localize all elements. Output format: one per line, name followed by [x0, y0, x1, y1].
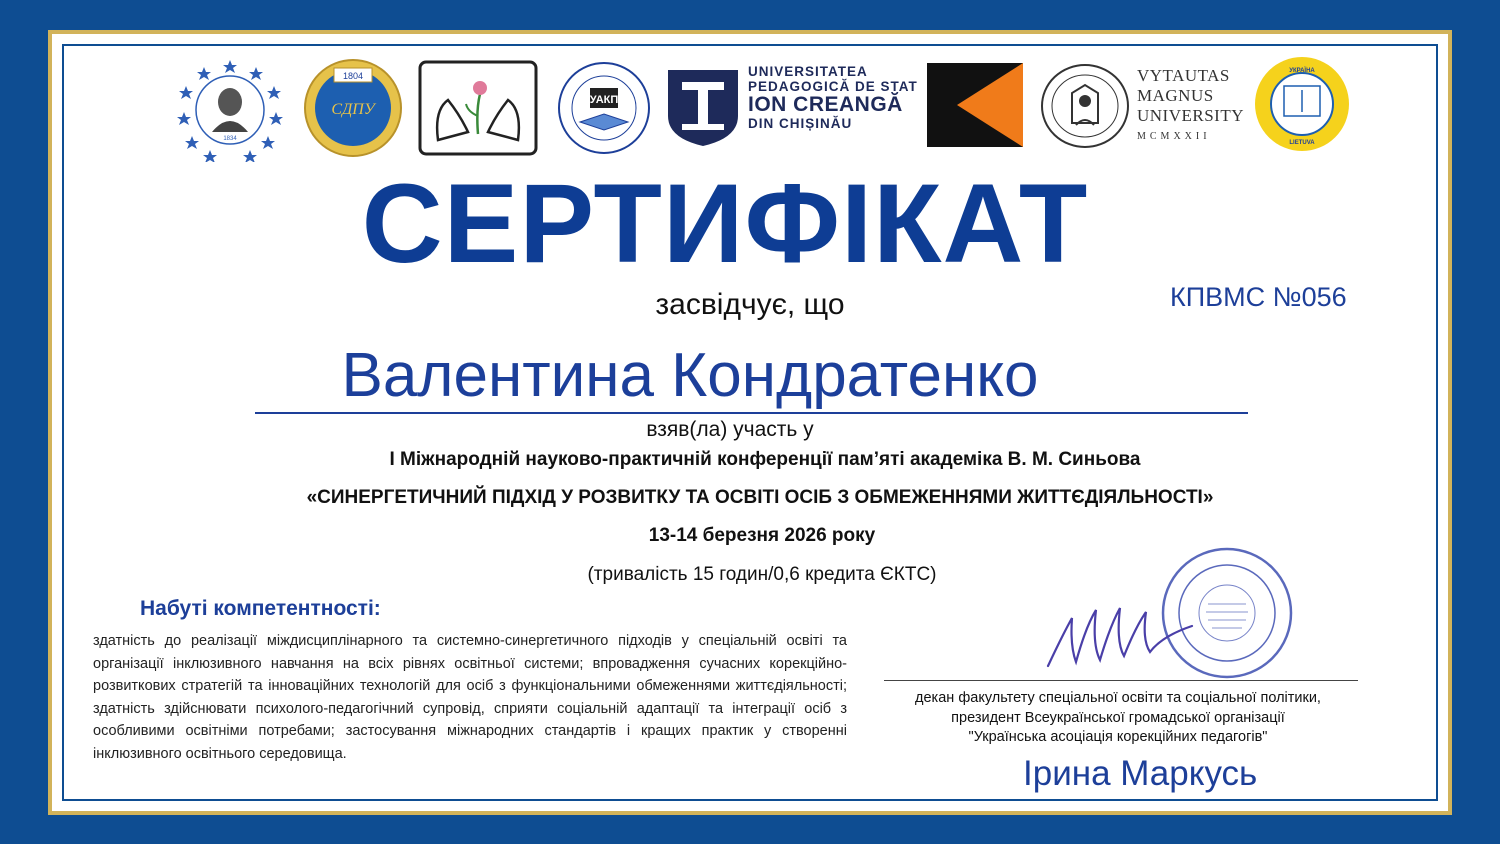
sumy-year: 1804: [342, 71, 364, 81]
vmu-line3: UNIVERSITY: [1137, 106, 1244, 125]
upsc-line4: DIN CHIȘINĂU: [748, 116, 853, 131]
hands-flower-logo: [418, 60, 538, 156]
signatory-role: [880, 689, 1356, 748]
upsc-line2: PEDAGOGICĂ DE STAT: [748, 79, 918, 94]
upsc-line3: ION CREANGĂ: [748, 93, 903, 116]
competencies-title: Набуті компетентності:: [140, 597, 381, 620]
upsc-wordmark: [748, 64, 918, 131]
took-part-text: взяв(ла) участь у: [646, 418, 814, 441]
conference-dates: 13-14 березня 2026 року: [648, 525, 876, 546]
signatory-role-line2: президент Всеукраїнської громадської організації: [951, 709, 1285, 726]
vmu-wordmark: [1137, 66, 1244, 147]
vmu-line1: VYTAUTAS: [1137, 66, 1230, 85]
certificate-number: КПВМС №056: [1170, 282, 1347, 312]
certificate-title: СЕРТИФІКАТ: [361, 161, 1089, 286]
conference-theme: «СИНЕРГЕТИЧНИЙ ПІДХІД У РОЗВИТКУ ТА ОСВІТІ ОСІБ З ОБМЕЖЕННЯМИ ЖИТТЄДІЯЛЬНОСТІ»: [306, 487, 1214, 508]
ukraine-lietuva-school-logo: [1254, 56, 1350, 152]
orange-black-logo: [927, 63, 1023, 147]
vmu-seal-logo: [1040, 63, 1130, 149]
sumy-abbr: СДПУ: [331, 101, 375, 118]
signature-mark: [1042, 596, 1212, 676]
conference-name: І Міжнародній науково-практичній конференції пам’яті академіка В. М. Синьова: [389, 449, 1141, 470]
signatory-name: Ірина Маркусь: [1023, 754, 1258, 793]
dragomanov-university-logo: [176, 58, 284, 162]
dragomanov-year: 1834: [223, 136, 237, 142]
upsc-line1: UNIVERSITATEA: [748, 64, 868, 79]
recipient-underline: [255, 412, 1248, 414]
vmu-line2: MAGNUS: [1137, 86, 1214, 105]
competencies-text: здатність до реалізації міждисциплінарного та системно-синергетичного підходів у спеціальній освіті та організації інклюзивного навчання на всіх рівнях освітньої системи; впровадження сучасних корекційно-розвиткових стратегій та інноваційних технологій для осіб з функціональними обмеженнями життєдіяльності; здатність здійснювати психолого-педагогічний супровід, сприяти соціальній адаптації та інтеграції осіб з особливими освітніми потребами; застосування міжнародних стандартів і кращих практик у створенні інклюзивного освітнього середовища.: [93, 633, 847, 762]
upsc-shield-icon: [664, 66, 742, 148]
signature-line: [884, 680, 1358, 681]
recipient-name: Валентина Кондратенко: [341, 341, 1039, 410]
lietuva-label: LIETUVA: [1289, 140, 1315, 146]
signatory-role-line3: "Українська асоціація корекційних педагогів": [968, 729, 1268, 745]
vmu-line4: MCMXXII: [1137, 131, 1211, 142]
signatory-role-line1: декан факультету спеціальної освіти та соціальної політики,: [915, 690, 1321, 706]
sumy-university-logo: [300, 58, 406, 158]
ukrainian-association-logo: [556, 60, 652, 156]
ukraine-label: УКРАЇНА: [1289, 68, 1315, 74]
conference-duration: (тривалість 15 годин/0,6 кредита ЄКТС): [587, 564, 937, 585]
attests-text: засвідчує, що: [655, 288, 845, 321]
uakp-abbr: УАКП: [589, 94, 619, 106]
